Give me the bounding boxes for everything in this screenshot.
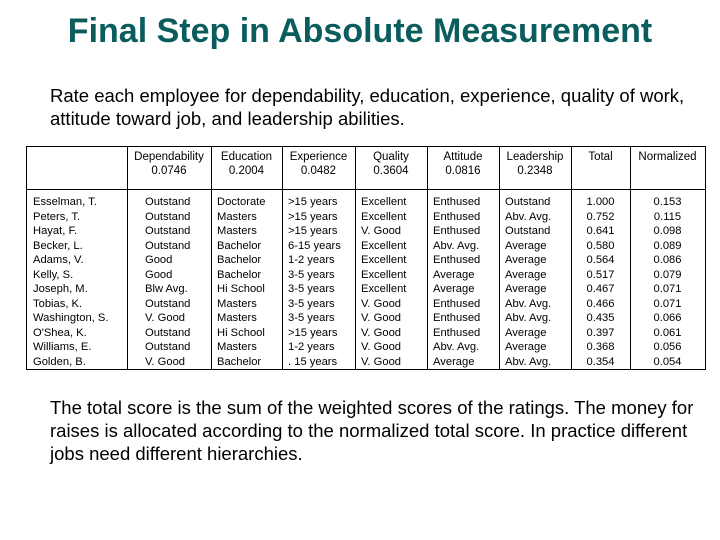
total-cells	[571, 195, 630, 369]
table-cell: Peters, T.	[33, 210, 81, 223]
table-cell: Abv. Avg.	[505, 210, 552, 223]
table-cell: Average	[433, 355, 475, 368]
table-cell: Enthused	[433, 297, 481, 310]
table-cell: Bachelor	[217, 268, 262, 281]
education-cells	[217, 195, 280, 369]
table-cell: Doctorate	[217, 196, 266, 208]
table-cell: 0.071	[653, 283, 682, 295]
table-cell: 6-15 years	[288, 239, 341, 252]
table-cell: Outstand	[145, 196, 191, 208]
header-label: Education	[220, 151, 273, 163]
table-cell: Good	[145, 268, 173, 281]
table-cell: Enthused	[433, 196, 481, 208]
dependability-cells	[145, 195, 209, 369]
header-label: Leadership	[506, 151, 564, 163]
table-cell: V. Good	[145, 312, 186, 324]
header-weight: 0.2348	[517, 165, 553, 177]
table-cell: 1-2 years	[288, 341, 335, 353]
ratings-table	[26, 146, 706, 370]
header-label: Attitude	[443, 151, 483, 163]
table-cell: Excellent	[361, 254, 407, 266]
table-cell: 1.000	[586, 196, 615, 208]
table-cell: V. Good	[361, 341, 402, 353]
table-cell: Golden, B.	[33, 355, 86, 368]
header-label: Experience	[289, 151, 348, 163]
table-cell: 0.466	[586, 297, 615, 310]
table-cell: Outstand	[505, 225, 551, 237]
table-cell: 0.086	[653, 254, 682, 266]
column-normalized	[630, 147, 705, 369]
table-cell: Outstand	[145, 341, 191, 353]
table-cell: O'Shea, K.	[33, 326, 87, 339]
table-cell: 3-5 years	[288, 297, 335, 310]
table-cell: 0.467	[586, 283, 615, 295]
table-cell: Average	[505, 326, 547, 339]
attitude-cells	[433, 195, 497, 369]
column-total	[571, 147, 631, 369]
table-cell: Outstand	[505, 196, 551, 208]
table-cell: Bachelor	[217, 355, 262, 368]
table-cell: 0.066	[653, 312, 682, 324]
quality-cells	[361, 195, 425, 369]
table-cell: 0.115	[653, 210, 682, 223]
table-cell: Enthused	[433, 254, 481, 266]
table-cell: >15 years	[288, 326, 338, 339]
table-cell: 3-5 years	[288, 283, 335, 295]
table-cell: Masters	[217, 312, 257, 324]
column-experience	[282, 147, 356, 369]
column-attitude	[427, 147, 500, 369]
table-cell: Esselman, T.	[33, 196, 97, 208]
column-employee	[27, 147, 128, 369]
table-cell: Excellent	[361, 239, 407, 252]
header-weight: 0.0816	[445, 165, 481, 177]
employee-cells	[33, 195, 125, 369]
table-cell: >15 years	[288, 225, 338, 237]
table-cell: 0.089	[653, 239, 682, 252]
table-cell: Adams, V.	[33, 254, 84, 266]
header-weight: 0.0746	[151, 165, 187, 177]
table-cell: Blw Avg.	[145, 283, 188, 295]
table-cell: V. Good	[145, 355, 186, 368]
header-weight: 0.0482	[300, 165, 337, 177]
header-weight: 0.2004	[228, 165, 265, 177]
table-cell: Average	[433, 283, 475, 295]
table-cell: Bachelor	[217, 239, 262, 252]
table-cell: . 15 years	[288, 355, 338, 368]
table-cell: Abv. Avg.	[505, 312, 552, 324]
table-cell: Average	[505, 268, 547, 281]
table-cell: Hi School	[217, 283, 265, 295]
table-cell: 3-5 years	[288, 312, 335, 324]
table-cell: Excellent	[361, 210, 407, 223]
header-label: Dependability	[134, 151, 204, 163]
table-cell: Excellent	[361, 268, 407, 281]
table-cell: Abv. Avg.	[505, 355, 552, 368]
header-label: Normalized	[638, 151, 697, 163]
table-cell: Outstand	[145, 297, 191, 310]
table-cell: Hayat, F.	[33, 225, 78, 237]
table-cell: Outstand	[145, 225, 191, 237]
table-cell: Masters	[217, 341, 257, 353]
table-cell: Hi School	[217, 326, 265, 339]
table-cell: Masters	[217, 297, 257, 310]
table-cell: >15 years	[288, 210, 338, 223]
table-cell: Joseph, M.	[33, 283, 88, 295]
column-leadership	[499, 147, 572, 369]
table-cell: 0.517	[586, 268, 615, 281]
table-cell: 0.435	[586, 312, 615, 324]
table-cell: Bachelor	[217, 254, 262, 266]
table-cell: >15 years	[288, 196, 338, 208]
table-cell: 0.056	[653, 341, 682, 353]
table-cell: Abv. Avg.	[505, 297, 552, 310]
normalized-cells	[630, 195, 705, 369]
table-cell: Average	[433, 268, 475, 281]
table-cell: Kelly, S.	[33, 268, 74, 281]
table-cell: Outstand	[145, 239, 191, 252]
table-cell: Abv. Avg.	[433, 341, 480, 353]
table-cell: 0.752	[586, 210, 615, 223]
column-education	[211, 147, 283, 369]
table-cell: Outstand	[145, 326, 191, 339]
table-cell: Williams, E.	[33, 341, 92, 353]
table-cell: 0.071	[653, 297, 682, 310]
table-cell: 0.641	[586, 225, 615, 237]
table-cell: Tobias, K.	[33, 297, 83, 310]
table-cell: Becker, L.	[33, 239, 83, 252]
table-cell: Washington, S.	[33, 312, 109, 324]
table-cell: V. Good	[361, 326, 402, 339]
table-cell: V. Good	[361, 312, 402, 324]
intro-text: Rate each employee for dependability, education, experience, quality of work, attitude toward job, and leadership abilities.	[50, 85, 685, 129]
table-cell: Average	[505, 254, 547, 266]
table-cell: 3-5 years	[288, 268, 335, 281]
table-cell: 0.153	[653, 196, 682, 208]
table-cell: 1-2 years	[288, 254, 335, 266]
table-cell: Excellent	[361, 196, 407, 208]
table-cell: Outstand	[145, 210, 191, 223]
table-cell: 0.061	[653, 326, 682, 339]
slide-title: Final Step in Absolute Measurement	[67, 12, 653, 50]
table-cell: Average	[505, 239, 547, 252]
table-cell: Enthused	[433, 210, 481, 223]
table-cell: 0.354	[586, 355, 615, 368]
table-cell: 0.368	[586, 341, 615, 353]
table-cell: V. Good	[361, 297, 402, 310]
table-cell: 0.564	[586, 254, 615, 266]
table-cell: Enthused	[433, 326, 481, 339]
table-cell: Masters	[217, 210, 257, 223]
experience-cells	[288, 195, 353, 369]
header-weight: 0.3604	[373, 165, 409, 177]
table-cell: Average	[505, 341, 547, 353]
table-cell: 0.054	[653, 355, 682, 368]
table-cell: Enthused	[433, 225, 481, 237]
header-label: Quality	[373, 151, 409, 163]
table-cell: 0.098	[653, 225, 682, 237]
table-cell: Masters	[217, 225, 257, 237]
summary-text: The total score is the sum of the weighted scores of the ratings. The money for raises is allocated according to the normalized total score. In practice different jobs need different hierarchies.	[50, 397, 694, 464]
table-cell: Average	[505, 283, 547, 295]
table-cell: Excellent	[361, 283, 407, 295]
table-cell: 0.580	[586, 239, 615, 252]
column-quality	[355, 147, 428, 369]
table-cell: 0.079	[653, 268, 682, 281]
table-cell: V. Good	[361, 355, 402, 368]
column-dependability	[127, 147, 212, 369]
table-cell: 0.397	[586, 326, 615, 339]
table-cell: Good	[145, 254, 173, 266]
table-cell: Enthused	[433, 312, 481, 324]
table-cell: V. Good	[361, 225, 402, 237]
leadership-cells	[505, 195, 569, 369]
table-cell: Abv. Avg.	[433, 239, 480, 252]
header-label: Total	[588, 151, 613, 163]
